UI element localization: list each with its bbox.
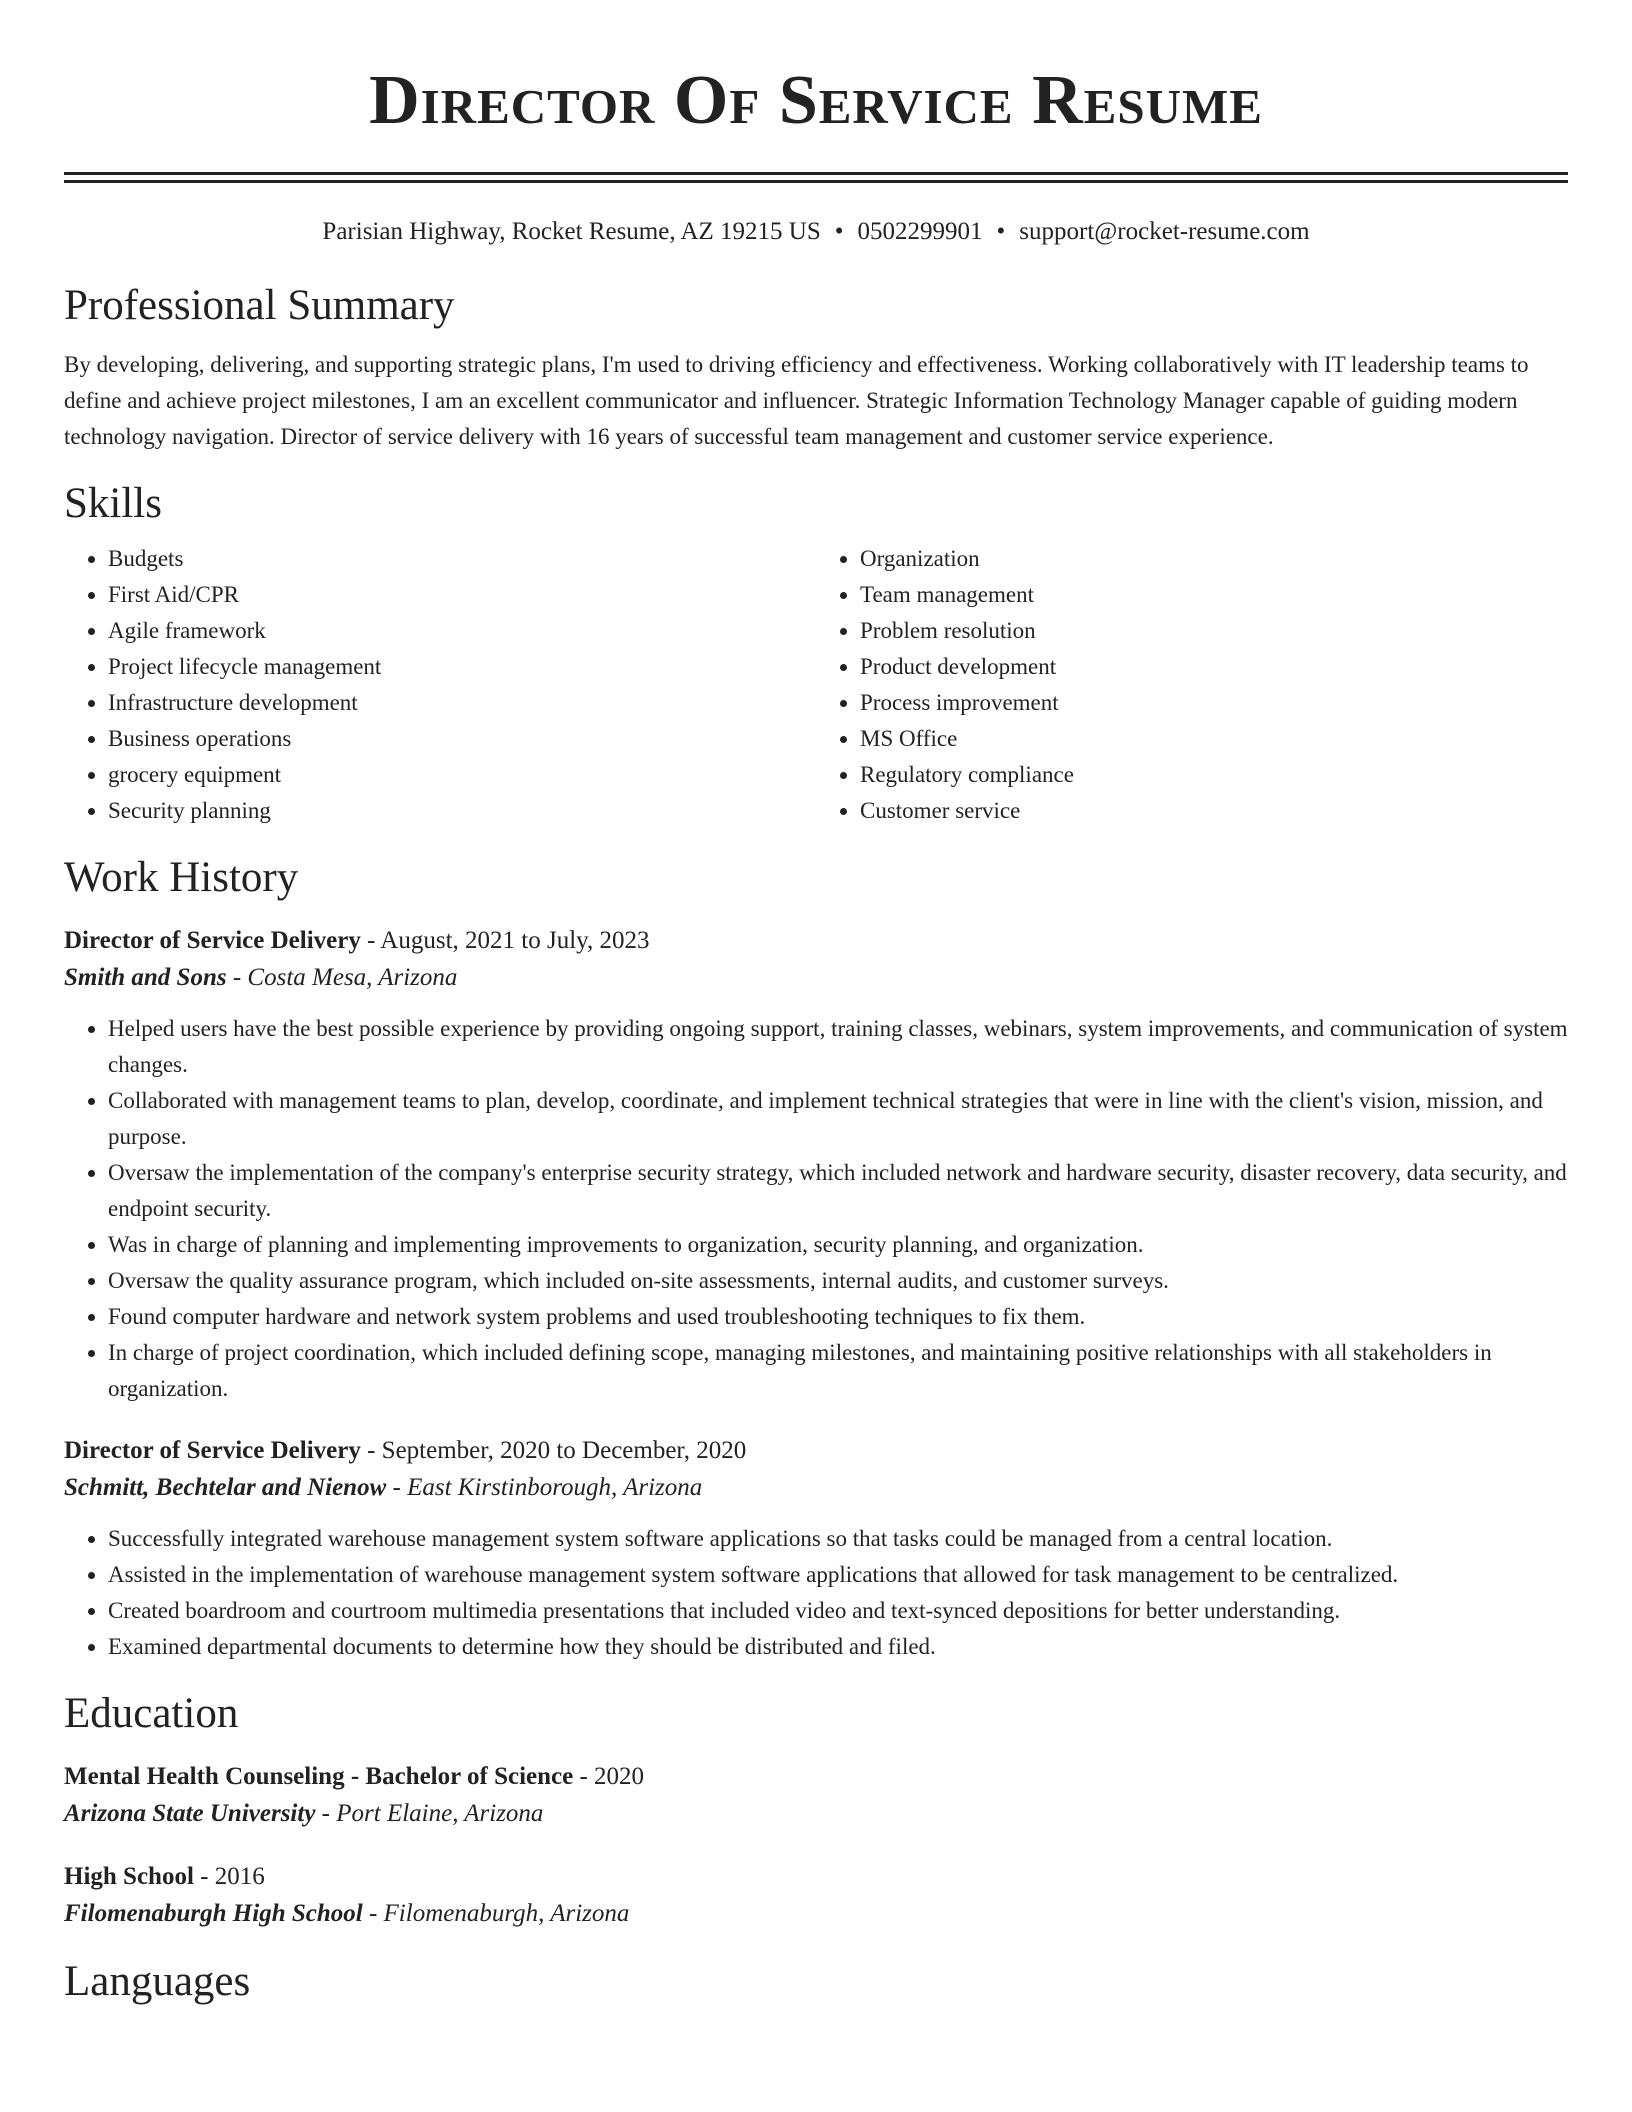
job-title-line xyxy=(64,923,1568,959)
job-bullet: • Found computer hardware and network system problems and used troubleshooting techniques to fix them. xyxy=(108,1299,1568,1335)
education-section xyxy=(64,1687,1568,1933)
job-dates: - August, 2021 to July, 2023 xyxy=(360,927,650,954)
school-name: Filomenaburgh High School xyxy=(64,1900,363,1927)
title-divider xyxy=(64,172,1568,183)
job-bullet: • In charge of project coordination, which included defining scope, managing milestones, and maintaining positive relationships with all stakeholders in organization. xyxy=(108,1335,1568,1407)
job-bullet: • Assisted in the implementation of warehouse management system software applications that allowed for task management to be centralized. xyxy=(108,1557,1568,1593)
degree-name: Mental Health Counseling - Bachelor of Science xyxy=(64,1763,574,1790)
job-bullet: • Oversaw the implementation of the company's enterprise security strategy, which included network and hardware security, disaster recovery, data security, and endpoint security. xyxy=(108,1155,1568,1227)
degree-line xyxy=(64,1859,1568,1895)
job-bullets xyxy=(64,1521,1568,1665)
skill-item: • Product development xyxy=(860,649,1568,685)
company-line xyxy=(64,1469,1568,1507)
job-title: Director of Service Delivery xyxy=(64,927,361,954)
skill-item: • Business operations xyxy=(108,721,816,757)
skill-item: • Problem resolution xyxy=(860,613,1568,649)
job-entry xyxy=(64,1433,1568,1665)
job-entry xyxy=(64,923,1568,1407)
skills-list-left xyxy=(64,541,816,829)
skill-item: • Team management xyxy=(860,577,1568,613)
skill-item: • Regulatory compliance xyxy=(860,757,1568,793)
company-name: Smith and Sons xyxy=(64,964,227,991)
skill-item: • MS Office xyxy=(860,721,1568,757)
entry-gap xyxy=(64,1407,1568,1433)
contact-separator: • xyxy=(996,218,1006,245)
job-bullet: • Collaborated with management teams to plan, develop, coordinate, and implement technical strategies that were in line with the client's vision, mission, and purpose. xyxy=(108,1083,1568,1155)
education-entry xyxy=(64,1759,1568,1833)
job-bullets xyxy=(64,1011,1568,1407)
education-entry xyxy=(64,1859,1568,1933)
skill-item: • Project lifecycle management xyxy=(108,649,816,685)
job-bullet: • Was in charge of planning and implementing improvements to organization, security planning, and organization. xyxy=(108,1227,1568,1263)
section-heading-skills: Skills xyxy=(64,480,162,527)
skill-item: • Agile framework xyxy=(108,613,816,649)
school-location: - Port Elaine, Arizona xyxy=(315,1800,544,1827)
school-line xyxy=(64,1895,1568,1933)
contact-email: support@rocket-resume.com xyxy=(1019,218,1310,245)
skill-item: • Security planning xyxy=(108,793,816,829)
languages-section xyxy=(64,1955,1568,2009)
job-bullet: • Successfully integrated warehouse management system software applications so that tasks could be managed from a central location. xyxy=(108,1521,1568,1557)
section-heading-languages: Languages xyxy=(64,1958,251,2005)
skill-item: • Customer service xyxy=(860,793,1568,829)
entry-gap xyxy=(64,1833,1568,1859)
skill-item: • Process improvement xyxy=(860,685,1568,721)
resume-title: Director Of Service Resume xyxy=(369,62,1263,139)
company-location: - Costa Mesa, Arizona xyxy=(226,964,458,991)
company-location: - East Kirstinborough, Arizona xyxy=(386,1474,703,1501)
job-bullet: • Examined departmental documents to determine how they should be distributed and filed. xyxy=(108,1629,1568,1665)
resume-page xyxy=(64,0,1568,2009)
contact-separator: • xyxy=(834,218,844,245)
skills-columns xyxy=(64,541,1568,829)
school-location: - Filomenaburgh, Arizona xyxy=(362,1900,630,1927)
skills-section xyxy=(64,477,1568,829)
section-heading-education: Education xyxy=(64,1690,239,1737)
job-title: Director of Service Delivery xyxy=(64,1437,361,1464)
work-history-section xyxy=(64,851,1568,1665)
skills-list-right xyxy=(816,541,1568,829)
summary-text: By developing, delivering, and supporting strategic plans, I'm used to driving efficiency and effectiveness. Working collaboratively with IT leadership teams to define and achieve project milestones, I am an excellent communicator and influencer. Strategic Information Technology Manager capable of guiding modern technology navigation. Director of service delivery with 16 years of successful team management and customer service experience. xyxy=(64,352,1529,449)
contact-phone: 0502299901 xyxy=(857,218,983,245)
job-dates: - September, 2020 to December, 2020 xyxy=(360,1437,747,1464)
contact-address: Parisian Highway, Rocket Resume, AZ 19215 US xyxy=(322,218,821,245)
section-heading-work-history: Work History xyxy=(64,854,299,901)
school-name: Arizona State University xyxy=(64,1800,316,1827)
degree-name: High School xyxy=(64,1863,194,1890)
job-bullet: • Oversaw the quality assurance program, which included on-site assessments, internal audits, and customer surveys. xyxy=(108,1263,1568,1299)
job-bullet: • Created boardroom and courtroom multimedia presentations that included video and text-synced depositions for better understanding. xyxy=(108,1593,1568,1629)
degree-line xyxy=(64,1759,1568,1795)
skill-item: • Infrastructure development xyxy=(108,685,816,721)
section-heading-summary: Professional Summary xyxy=(64,282,455,329)
degree-year: - 2016 xyxy=(193,1863,265,1890)
skill-item: • Organization xyxy=(860,541,1568,577)
skill-item: • First Aid/CPR xyxy=(108,577,816,613)
job-title-line xyxy=(64,1433,1568,1469)
company-line xyxy=(64,959,1568,997)
job-bullet: • Helped users have the best possible experience by providing ongoing support, training classes, webinars, system improvements, and communication of system changes. xyxy=(108,1011,1568,1083)
degree-year: - 2020 xyxy=(573,1763,645,1790)
company-name: Schmitt, Bechtelar and Nienow xyxy=(64,1474,387,1501)
skill-item: • grocery equipment xyxy=(108,757,816,793)
skill-item: • Budgets xyxy=(108,541,816,577)
contact-line xyxy=(64,215,1568,249)
summary-section xyxy=(64,279,1568,455)
school-line xyxy=(64,1795,1568,1833)
